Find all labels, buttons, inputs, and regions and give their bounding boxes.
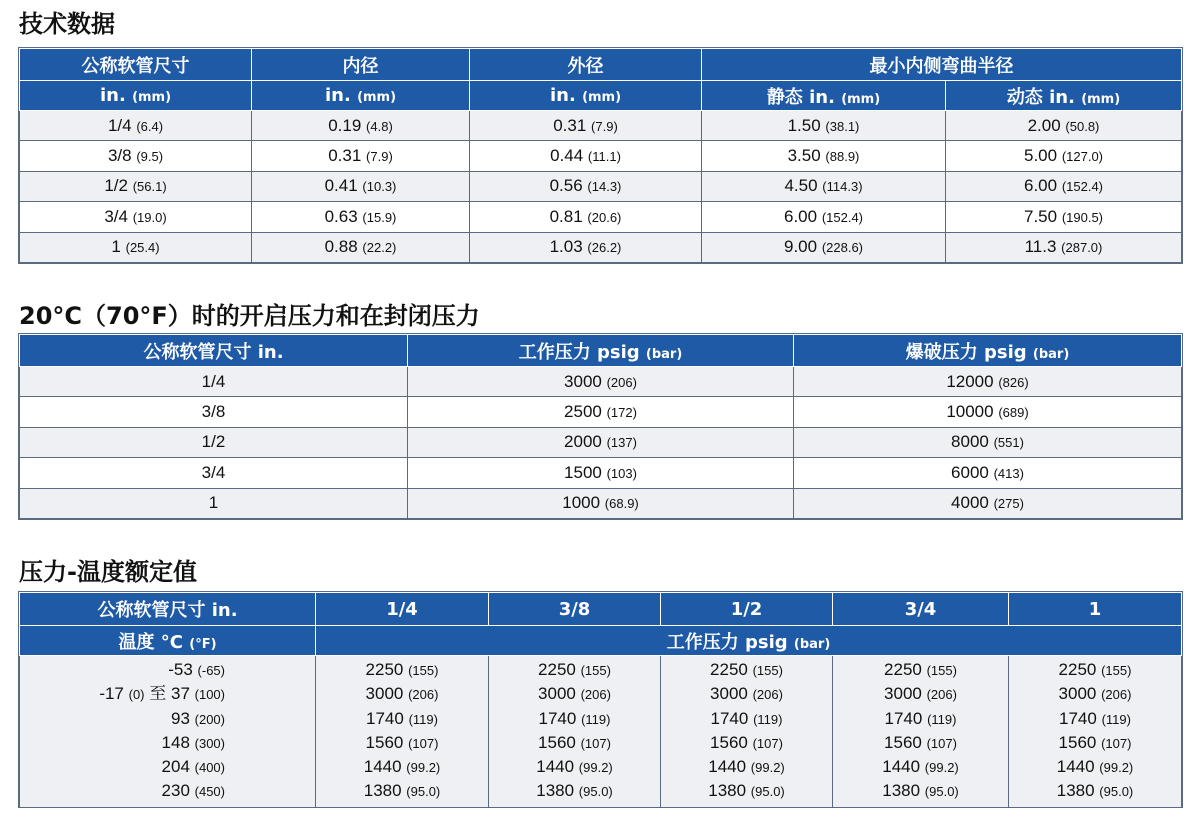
value-unit: (68.9) <box>604 496 639 512</box>
value-unit: (206) <box>580 687 611 703</box>
table-cell <box>252 171 470 201</box>
value-main: 1440 <box>536 757 575 777</box>
table-cell <box>702 202 946 232</box>
value-unit: (206) <box>1101 687 1132 703</box>
value-unit: (119) <box>1101 711 1131 727</box>
subheader-static: 静态 in. (mm) <box>702 81 946 111</box>
table-cell <box>946 232 1182 262</box>
value-unit: (99.2) <box>578 760 613 776</box>
temp-low: -17 <box>99 684 124 704</box>
value-unit: (107) <box>752 735 783 751</box>
tech-data-table <box>19 48 1182 263</box>
value-unit: (155) <box>926 663 957 678</box>
table-cell <box>794 488 1182 518</box>
table-cell <box>20 171 252 201</box>
value-main: 2500 <box>564 402 602 422</box>
pressure-line <box>833 779 1008 803</box>
table-cell <box>408 458 794 488</box>
value-main: 6.00 <box>783 206 818 226</box>
pressure-line <box>316 658 488 682</box>
table-cell <box>470 202 702 232</box>
table-cell <box>702 141 946 171</box>
table-cell <box>702 232 946 262</box>
table-cell <box>20 427 408 457</box>
value-main: 1440 <box>1056 757 1095 777</box>
header-size-3-4: 3/4 <box>833 593 1009 626</box>
table-row <box>20 171 1182 201</box>
value-main: 8000 <box>951 432 989 452</box>
value-main: 3000 <box>884 684 922 704</box>
temp-value: 204 <box>161 757 190 777</box>
value-unit: (119) <box>581 711 611 727</box>
value-unit: (119) <box>753 711 783 727</box>
temp-rating-table <box>19 592 1182 807</box>
temp-unit: (100) <box>194 687 225 703</box>
pressure-line <box>489 779 660 803</box>
value-main: 1560 <box>365 732 404 752</box>
value-main: 1560 <box>1058 732 1097 752</box>
table-cell <box>20 232 252 262</box>
pressure-line <box>316 779 488 803</box>
pressure-line <box>1009 755 1181 779</box>
value-unit: (287.0) <box>1061 240 1103 256</box>
value-unit: (6.4) <box>136 118 164 134</box>
value-unit: (107) <box>926 735 957 751</box>
temp-data-row <box>20 656 1182 807</box>
table-cell <box>20 111 252 141</box>
table-cell <box>252 202 470 232</box>
table-row <box>20 488 1182 518</box>
value-main: 1380 <box>1056 781 1095 801</box>
value-unit: (7.9) <box>591 118 618 134</box>
value-unit: (95.0) <box>578 784 613 800</box>
header-size-1-4: 1/4 <box>316 593 489 626</box>
pressure-line <box>833 731 1008 755</box>
pressure-line <box>316 682 488 706</box>
pressure-line <box>489 755 660 779</box>
tech-data-title: 技术数据 <box>19 10 115 38</box>
table-cell <box>702 171 946 201</box>
subheader-dynamic: 动态 in. (mm) <box>946 81 1182 111</box>
value-unit: (95.0) <box>406 784 441 800</box>
temp-unit: (-65) <box>197 663 225 678</box>
pressure-line <box>1009 658 1181 682</box>
value-main: 1 <box>208 493 219 513</box>
table-cell <box>408 488 794 518</box>
temperature-line <box>20 755 225 779</box>
table-cell <box>20 397 408 427</box>
value-main: 2250 <box>710 660 748 679</box>
value-main: 3/4 <box>104 206 128 226</box>
value-main: 0.41 <box>324 176 358 196</box>
value-unit: (107) <box>580 735 611 751</box>
temp-value: 230 <box>161 781 190 801</box>
value-unit: (190.5) <box>1061 209 1104 225</box>
value-main: 1560 <box>884 732 922 752</box>
table-cell <box>20 141 252 171</box>
table-row <box>20 427 1182 457</box>
pressure-column <box>316 656 489 807</box>
value-main: 2250 <box>538 660 576 679</box>
pressure-line <box>661 779 832 803</box>
temp-unit: (200) <box>194 711 225 727</box>
value-main: 1/4 <box>201 371 226 391</box>
value-unit: (275) <box>993 496 1024 512</box>
temperature-column <box>20 656 316 807</box>
value-main: 1380 <box>536 781 575 801</box>
table-cell <box>408 397 794 427</box>
temp-unit: (450) <box>194 784 225 800</box>
table-row <box>20 232 1182 262</box>
value-unit: (7.9) <box>366 149 393 165</box>
value-unit: (15.9) <box>362 209 397 225</box>
pressure-line <box>833 755 1008 779</box>
table-cell <box>20 488 408 518</box>
table-cell <box>252 232 470 262</box>
pressure-line <box>661 755 832 779</box>
value-main: 9.00 <box>783 237 818 257</box>
value-unit: (95.0) <box>924 784 959 800</box>
value-main: 1440 <box>882 757 921 777</box>
header-temp-working-pressure: 工作压力 psig (bar) <box>316 626 1182 656</box>
table-row <box>20 458 1182 488</box>
temp-rating-title: 压力-温度额定值 <box>19 558 197 586</box>
value-main: 7.50 <box>1023 206 1058 226</box>
table-cell <box>946 141 1182 171</box>
value-unit: (206) <box>752 687 783 703</box>
value-main: 1 <box>111 237 121 257</box>
value-unit: (152.4) <box>821 209 864 225</box>
pressure-header-row <box>20 335 1182 367</box>
value-unit: (155) <box>752 663 783 678</box>
temp-sub-header-row <box>20 626 1182 656</box>
temp-unit: (400) <box>194 760 225 776</box>
temp-unit: (300) <box>194 735 225 751</box>
pressure-title: 20°C（70°F）时的开启压力和在封闭压力 <box>19 302 480 330</box>
value-main: 10000 <box>946 402 994 422</box>
value-main: 1.50 <box>787 115 821 135</box>
value-unit: (99.2) <box>924 760 959 776</box>
value-unit: (38.1) <box>825 118 860 134</box>
value-unit: (14.3) <box>587 179 622 195</box>
value-unit: (206) <box>606 374 637 390</box>
value-unit: (206) <box>408 687 439 703</box>
value-main: 2250 <box>884 660 922 679</box>
value-main: 0.31 <box>328 146 362 166</box>
value-unit: (172) <box>606 405 637 421</box>
value-main: 3/8 <box>201 402 226 422</box>
value-main: 1/2 <box>104 176 128 196</box>
table-row <box>20 111 1182 141</box>
value-unit: (114.3) <box>822 179 863 195</box>
pressure-line <box>833 682 1008 706</box>
temperature-line <box>20 658 225 682</box>
value-unit: (826) <box>998 374 1029 390</box>
value-unit: (689) <box>998 405 1029 421</box>
table-cell <box>794 458 1182 488</box>
table-cell <box>794 397 1182 427</box>
value-main: 1440 <box>363 757 402 777</box>
value-unit: (22.2) <box>362 240 397 256</box>
value-unit: (119) <box>408 711 438 727</box>
value-main: 1/2 <box>201 432 226 452</box>
value-main: 1500 <box>564 462 602 482</box>
temp-low-unit: (0) <box>128 687 145 703</box>
value-main: 0.88 <box>324 237 358 257</box>
header-burst-pressure: 爆破压力 psig (bar) <box>794 335 1182 367</box>
table-row <box>20 202 1182 232</box>
tech-sub-header-row <box>20 81 1182 111</box>
value-main: 4.50 <box>784 176 818 196</box>
value-unit: (50.8) <box>1065 118 1100 134</box>
value-unit: (155) <box>408 663 439 678</box>
header-size-3-8: 3/8 <box>489 593 661 626</box>
pressure-column <box>1009 656 1182 807</box>
subheader-od-unit: in. (mm) <box>470 81 702 111</box>
temp-range-word: 至 <box>149 684 167 704</box>
value-main: 0.44 <box>550 146 584 166</box>
value-unit: (4.8) <box>366 118 393 134</box>
pressure-table <box>19 334 1182 519</box>
table-cell <box>470 111 702 141</box>
pressure-line <box>489 707 660 731</box>
table-cell <box>946 171 1182 201</box>
table-cell <box>794 427 1182 457</box>
value-main: 2250 <box>1058 660 1097 679</box>
value-main: 2000 <box>564 432 602 452</box>
table-cell <box>252 111 470 141</box>
header-nominal-size: 公称软管尺寸 <box>20 49 252 81</box>
value-unit: (88.9) <box>825 149 860 165</box>
value-main: 3/4 <box>201 462 226 482</box>
value-unit: (155) <box>580 663 611 678</box>
table-row <box>20 397 1182 427</box>
value-unit: (155) <box>1101 663 1132 678</box>
value-main: 1560 <box>710 732 748 752</box>
table-cell <box>252 141 470 171</box>
value-main: 0.63 <box>324 206 358 226</box>
table-cell <box>20 458 408 488</box>
table-cell <box>470 171 702 201</box>
value-unit: (25.4) <box>125 240 160 256</box>
header-nominal-size-in: 公称软管尺寸 in. <box>20 335 408 367</box>
value-unit: (56.1) <box>132 179 167 195</box>
header-working-pressure: 工作压力 psig (bar) <box>408 335 794 367</box>
header-size-1-2: 1/2 <box>661 593 833 626</box>
temperature-line <box>20 779 225 803</box>
table-cell <box>20 367 408 397</box>
value-main: 3000 <box>365 684 404 704</box>
table-cell <box>408 427 794 457</box>
pressure-line <box>316 731 488 755</box>
table-cell <box>946 111 1182 141</box>
table-row <box>20 367 1182 397</box>
value-unit: (137) <box>606 435 637 451</box>
temperature-line <box>20 682 225 706</box>
temperature-line <box>20 731 225 755</box>
value-main: 2.00 <box>1027 115 1061 135</box>
pressure-line <box>1009 731 1181 755</box>
value-main: 3000 <box>538 684 576 704</box>
pressure-line <box>1009 707 1181 731</box>
value-unit: (413) <box>993 465 1024 481</box>
value-unit: (99.2) <box>750 760 785 776</box>
value-main: 1380 <box>708 781 747 801</box>
tech-group-header-row <box>20 49 1182 81</box>
value-main: 5.00 <box>1023 146 1058 166</box>
value-main: 11.3 <box>1024 237 1057 257</box>
value-main: 1/4 <box>107 115 132 135</box>
value-unit: (119) <box>927 711 957 727</box>
pressure-line <box>833 658 1008 682</box>
value-unit: (9.5) <box>136 149 164 165</box>
value-main: 1560 <box>538 732 576 752</box>
value-main: 1740 <box>710 708 749 728</box>
temp-value: 93 <box>170 708 190 728</box>
table-row <box>20 141 1182 171</box>
table-cell <box>408 367 794 397</box>
value-main: 3/8 <box>107 146 132 166</box>
pressure-line <box>661 682 832 706</box>
value-unit: (551) <box>993 435 1024 451</box>
temp-value: -53 <box>168 660 193 679</box>
value-main: 1740 <box>1059 708 1097 728</box>
value-main: 3.50 <box>787 146 821 166</box>
table-cell <box>470 141 702 171</box>
value-main: 1740 <box>366 708 404 728</box>
value-unit: (95.0) <box>1099 784 1134 800</box>
table-cell <box>794 367 1182 397</box>
header-temp-nominal-size: 公称软管尺寸 in. <box>20 593 316 626</box>
pressure-line <box>833 707 1008 731</box>
value-unit: (11.1) <box>587 149 621 165</box>
value-main: 1380 <box>882 781 921 801</box>
value-main: 1.03 <box>549 237 583 257</box>
pressure-line <box>489 682 660 706</box>
value-unit: (99.2) <box>1099 760 1134 776</box>
value-main: 1740 <box>538 708 577 728</box>
header-min-bend-radius: 最小内侧弯曲半径 <box>702 49 1182 81</box>
header-size-1: 1 <box>1009 593 1182 626</box>
value-main: 1000 <box>562 493 601 513</box>
value-main: 3000 <box>710 684 748 704</box>
value-unit: (107) <box>1101 735 1132 751</box>
value-main: 3000 <box>564 371 602 391</box>
temp-value: 37 <box>170 684 190 704</box>
value-unit: (20.6) <box>587 209 622 225</box>
value-unit: (107) <box>408 735 439 751</box>
pressure-column <box>661 656 833 807</box>
value-unit: (103) <box>606 465 637 481</box>
pressure-line <box>489 658 660 682</box>
header-outer-diameter: 外径 <box>470 49 702 81</box>
value-main: 6000 <box>951 462 989 482</box>
pressure-column <box>489 656 661 807</box>
pressure-line <box>1009 779 1181 803</box>
pressure-line <box>316 755 488 779</box>
value-unit: (26.2) <box>587 240 622 256</box>
value-main: 6.00 <box>1023 176 1058 196</box>
subheader-size-unit: in. (mm) <box>20 81 252 111</box>
pressure-line <box>661 707 832 731</box>
value-unit: (10.3) <box>362 179 397 195</box>
value-unit: (127.0) <box>1061 149 1104 165</box>
value-main: 3000 <box>1058 684 1097 704</box>
pressure-line <box>316 707 488 731</box>
temp-size-header-row <box>20 593 1182 626</box>
value-main: 0.31 <box>553 115 587 135</box>
value-main: 1380 <box>363 781 402 801</box>
header-inner-diameter: 内径 <box>252 49 470 81</box>
pressure-line <box>489 731 660 755</box>
value-main: 12000 <box>946 371 994 391</box>
value-unit: (99.2) <box>406 760 441 776</box>
value-main: 1740 <box>884 708 923 728</box>
value-unit: (19.0) <box>132 209 167 225</box>
table-cell <box>946 202 1182 232</box>
value-unit: (206) <box>926 687 957 703</box>
value-unit: (228.6) <box>821 240 864 256</box>
value-main: 2250 <box>365 660 404 679</box>
temperature-line <box>20 707 225 731</box>
pressure-line <box>661 658 832 682</box>
table-cell <box>702 111 946 141</box>
temp-value: 148 <box>161 732 190 752</box>
table-cell <box>470 232 702 262</box>
value-main: 4000 <box>951 493 989 513</box>
header-temperature: 温度 °C (°F) <box>20 626 316 656</box>
pressure-line <box>1009 682 1181 706</box>
value-main: 0.56 <box>549 176 583 196</box>
pressure-column <box>833 656 1009 807</box>
value-unit: (95.0) <box>750 784 785 800</box>
value-unit: (152.4) <box>1061 179 1104 195</box>
subheader-id-unit: in. (mm) <box>252 81 470 111</box>
value-main: 0.81 <box>549 206 583 226</box>
value-main: 1440 <box>708 757 747 777</box>
value-main: 0.19 <box>328 115 362 135</box>
table-cell <box>20 202 252 232</box>
pressure-line <box>661 731 832 755</box>
